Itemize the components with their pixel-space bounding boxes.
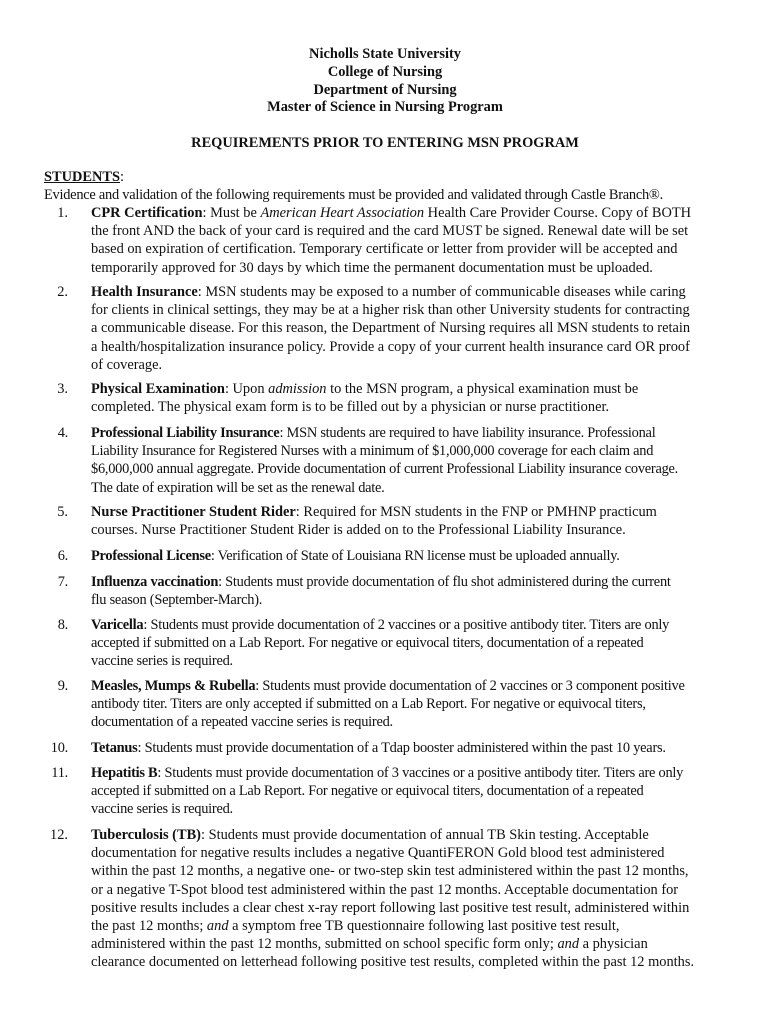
- item-number: 1.: [57, 205, 68, 221]
- college-name: College of Nursing: [327, 63, 443, 80]
- item-text: : Students must provide documentation of flu shot administered during the current: [218, 574, 671, 590]
- item-number: 12.: [50, 827, 68, 843]
- item-title: Influenza vaccination: [91, 574, 219, 590]
- program-name: Master of Science in Nursing Program: [267, 99, 503, 116]
- item-text: accepted if submitted on a Lab Report. For negative or equivocal titers, documentation of a repeated: [91, 635, 644, 652]
- item-number: 6.: [57, 548, 68, 564]
- item-text: : MSN students may be exposed to a number of communicable diseases while caring: [197, 284, 686, 300]
- item-text: the past 12 months;: [91, 918, 207, 935]
- item-title: Tuberculosis (TB): [91, 827, 201, 843]
- department-name: Department of Nursing: [313, 81, 457, 98]
- item-text-italic: and: [206, 918, 229, 935]
- item-text: completed. The physical exam form is to be filled out by a physician or nurse practitioner.: [91, 399, 610, 416]
- item-text-italic: American Heart Association: [260, 205, 425, 221]
- item-text: or a negative T-Spot blood test administered within the past 12 months. Acceptable documentation for: [91, 881, 679, 898]
- item-text: administered within the past 12 months, submitted on school specific form only;: [91, 936, 558, 953]
- item-number: 9.: [57, 678, 68, 694]
- item-text: clearance documented on letterhead following positive test results, completed within the past 12 months.: [91, 954, 695, 971]
- item-text: : MSN students are required to have liability insurance. Professional: [279, 425, 656, 441]
- item-text: : Upon: [224, 381, 269, 397]
- item-text: The date of expiration will be set as the renewal date.: [91, 479, 385, 496]
- item-number: 7.: [57, 574, 68, 590]
- item-text: a health/hospitalization insurance policy. Provide a copy of your current health insurance card OR proof: [91, 338, 690, 355]
- students-heading: [44, 168, 124, 186]
- item-text: : Must be: [202, 205, 261, 221]
- item-text: courses. Nurse Practitioner Student Rider is added on to the Professional Liability Insurance.: [91, 522, 626, 539]
- item-text: vaccine series is required.: [91, 801, 233, 818]
- item-text: to the MSN program, a physical examination must be: [326, 381, 639, 397]
- item-text: documentation of a repeated vaccine series is required.: [91, 714, 393, 731]
- document-header: [0, 46, 770, 117]
- item-text: antibody titer. Titers are only accepted if submitted on a Lab Report. For negative or equivocal titers,: [91, 696, 646, 713]
- item-text: : Students must provide documentation of 3 vaccines or a positive antibody titer. Titers are only: [157, 765, 684, 781]
- item-text: : Students must provide documentation of 2 vaccines or a positive antibody titer. Titers are only: [143, 617, 670, 633]
- item-title: Professional Liability Insurance: [91, 425, 280, 441]
- item-text-italic: admission: [268, 381, 327, 397]
- item-number: 5.: [57, 504, 68, 520]
- item-text: a physician: [579, 936, 648, 953]
- item-text: : Verification of State of Louisiana RN license must be uploaded annually.: [210, 548, 620, 564]
- item-text: the front AND the back of your card is required and the card MUST be signed. Renewal date will be set: [91, 223, 689, 240]
- requirements-title: REQUIREMENTS PRIOR TO ENTERING MSN PROGRAM: [191, 135, 579, 151]
- item-number: 8.: [57, 617, 68, 633]
- students-label: STUDENTS: [44, 169, 120, 185]
- students-intro: Evidence and validation of the following requirements must be provided and validated through Castle Branch®.: [44, 187, 663, 203]
- item-text: within the past 12 months, a negative one- or two-step skin test administered within the past 12 months,: [91, 863, 689, 880]
- item-title: Varicella: [91, 617, 144, 633]
- item-text: a communicable disease. For this reason, the Department of Nursing requires all MSN students to retain: [91, 320, 691, 337]
- item-text: vaccine series is required.: [91, 653, 233, 670]
- item-number: 10.: [50, 740, 68, 756]
- students-colon: :: [119, 169, 124, 185]
- item-text: : Students must provide documentation of a Tdap booster administered within the past 10 years.: [137, 740, 666, 756]
- item-text: temporarily approved for 30 days by which time the permanent documentation must be uploaded.: [91, 259, 653, 276]
- item-text: flu season (September-March).: [91, 592, 263, 609]
- item-text: based on expiration of certification. Temporary certificate or letter from provider will be accepted and: [91, 241, 678, 258]
- item-title: Professional License: [91, 548, 211, 564]
- item-title: Health Insurance: [91, 284, 198, 300]
- item-text: Health Care Provider Course. Copy of BOTH: [424, 205, 692, 221]
- item-text: positive results includes a clear chest x-ray report following last positive test result, administered within: [91, 899, 690, 916]
- item-text: : Students must provide documentation of annual TB Skin testing. Acceptable: [200, 827, 649, 843]
- item-title: Physical Examination: [91, 381, 225, 397]
- item-title: Tetanus: [91, 740, 138, 756]
- item-text: accepted if submitted on a Lab Report. For negative or equivocal titers, documentation of a repeated: [91, 783, 644, 800]
- item-number: 3.: [57, 381, 68, 397]
- item-text: of coverage.: [91, 356, 163, 373]
- item-number: 11.: [51, 765, 68, 781]
- item-title: Measles, Mumps & Rubella: [91, 678, 256, 694]
- item-title: CPR Certification: [91, 205, 203, 221]
- item-text: for clients in clinical settings, they may be at a higher risk than other University students for contracting: [91, 302, 690, 319]
- item-text: documentation for negative results includes a negative QuantiFERON Gold blood test administered: [91, 845, 665, 862]
- item-text: a symptom free TB questionnaire following last positive test result,: [228, 918, 620, 935]
- item-text: : Required for MSN students in the FNP or PMHNP practicum: [295, 504, 657, 520]
- item-text-italic: and: [557, 936, 580, 953]
- item-number: 2.: [57, 284, 68, 300]
- item-text: $6,000,000 annual aggregate. Provide documentation of current Professional Liability insurance coverage.: [91, 461, 679, 478]
- item-text: : Students must provide documentation of 2 vaccines or 3 component positive: [255, 678, 685, 694]
- item-title: Hepatitis B: [91, 765, 158, 781]
- university-name: Nicholls State University: [309, 46, 461, 62]
- item-text: Liability Insurance for Registered Nurses with a minimum of $1,000,000 coverage for each claim and: [91, 443, 654, 460]
- item-title: Nurse Practitioner Student Rider: [91, 504, 296, 520]
- item-number: 4.: [57, 425, 68, 441]
